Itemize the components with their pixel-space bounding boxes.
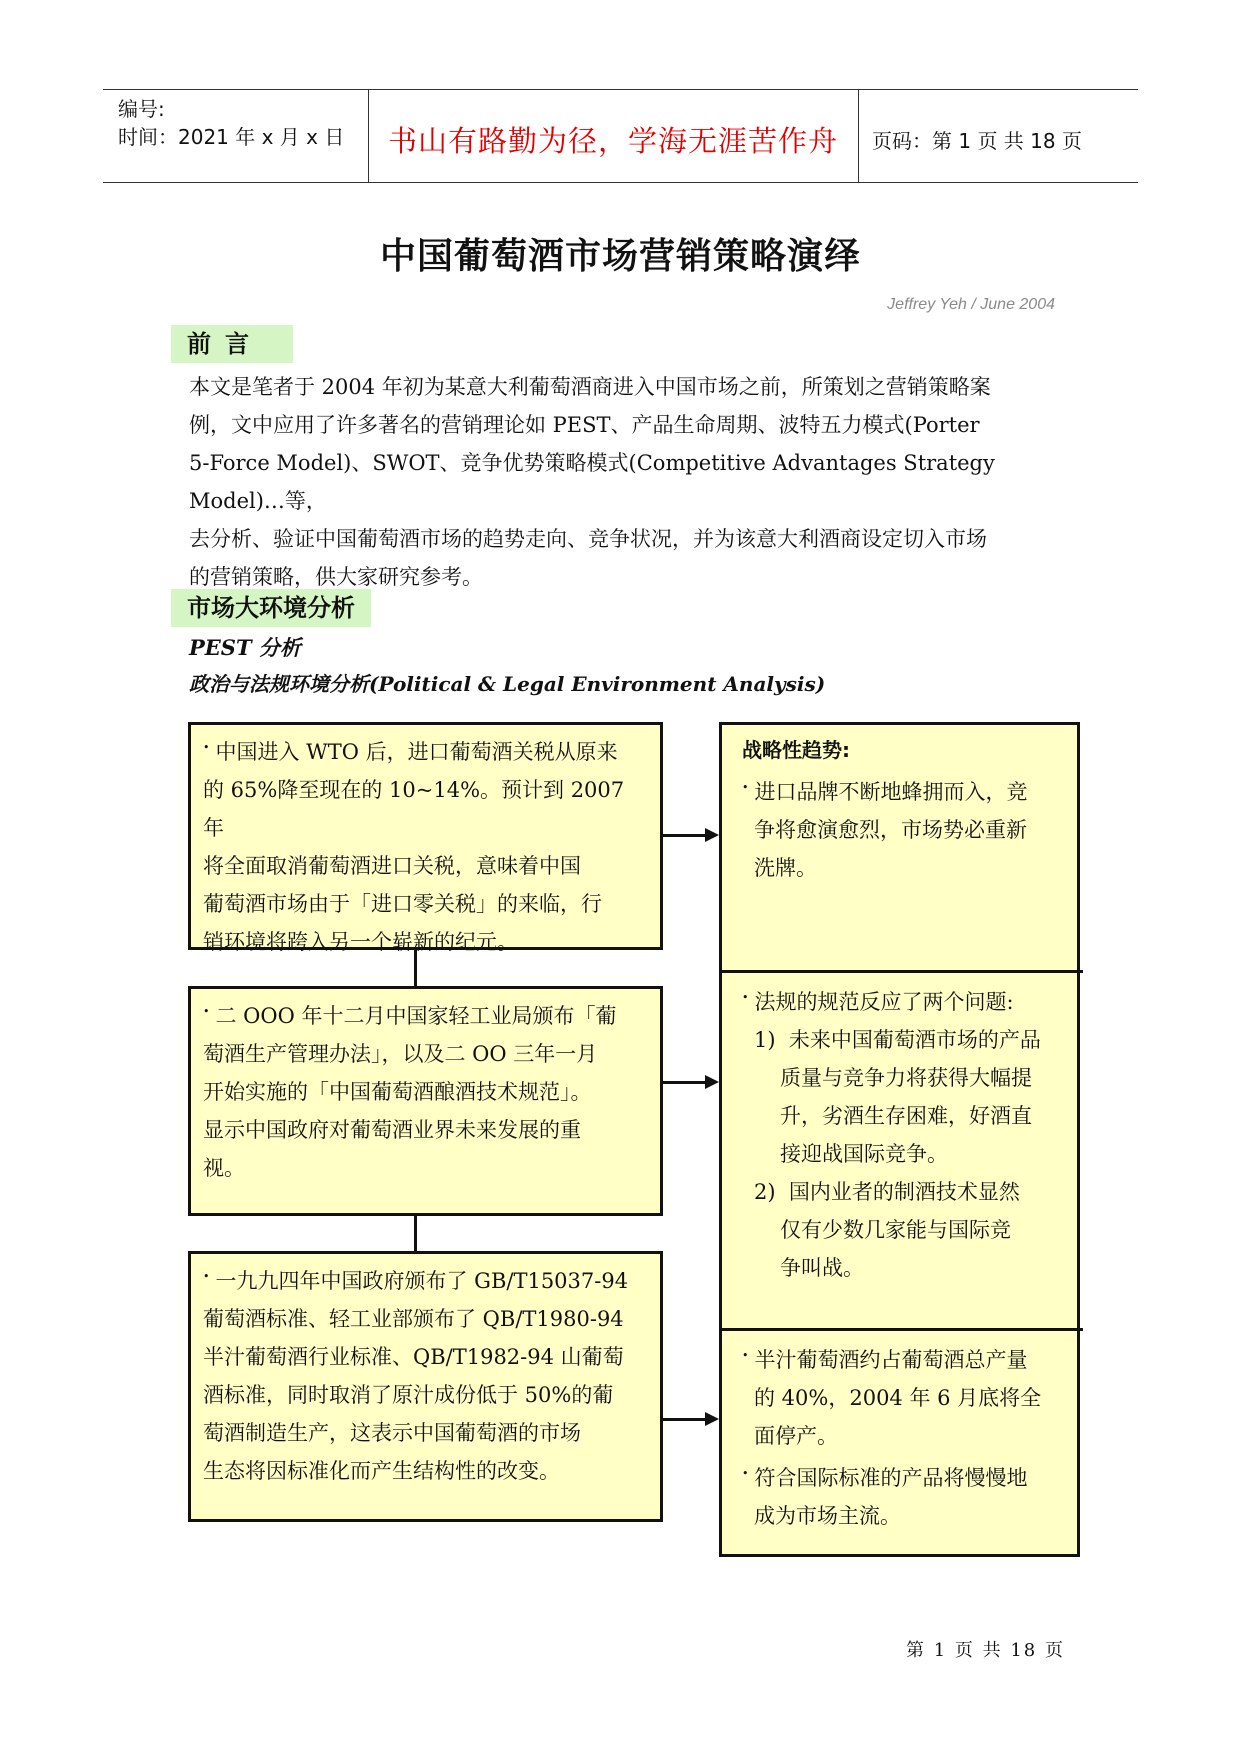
right-section-outcome bbox=[722, 1328, 1083, 1554]
outcome-line: 成为市场主流。 bbox=[754, 1504, 901, 1528]
arrow-line bbox=[663, 1081, 707, 1084]
trend-line: 洗牌。 bbox=[754, 856, 817, 880]
bullet-dot: • bbox=[203, 1270, 210, 1283]
regulation-intro: 法规的规范反应了两个问题: bbox=[754, 990, 1014, 1014]
left-box-regulation bbox=[188, 986, 663, 1216]
document-author: Jeffrey Yeh / June 2004 bbox=[887, 296, 1055, 313]
bullet-dot: • bbox=[742, 781, 749, 794]
header-top-rule bbox=[103, 89, 1138, 90]
header-motto: 书山有路勤为径，学海无涯苦作舟 bbox=[387, 124, 838, 158]
header-bottom-rule bbox=[103, 182, 1138, 183]
box-line: 萄酒制造生产，这表示中国葡萄酒的市场 bbox=[203, 1421, 581, 1445]
arrow-line bbox=[663, 1418, 707, 1421]
box-line: 将全面取消葡萄酒进口关税，意味着中国 bbox=[203, 854, 581, 878]
box-line: 二 OOO 年十二月中国家轻工业局颁布「葡 bbox=[215, 1004, 617, 1028]
regulation-line: 国内业者的制酒技术显然 bbox=[788, 1180, 1020, 1204]
bullet-dot: • bbox=[742, 1349, 749, 1362]
trend-title: 战略性趋势: bbox=[742, 738, 850, 762]
box-line: 显示中国政府对葡萄酒业界未来发展的重 bbox=[203, 1118, 581, 1142]
outcome-line: 符合国际标准的产品将慢慢地 bbox=[754, 1466, 1028, 1490]
arrow-head-icon bbox=[705, 1412, 719, 1426]
intro-line: 例，文中应用了许多著名的营销理论如 PEST、产品生命周期、波特五力模式(Porter bbox=[189, 413, 980, 437]
regulation-line: 仅有少数几家能与国际竞 bbox=[780, 1218, 1011, 1242]
regulation-item-number: 1) bbox=[754, 1028, 776, 1052]
section-heading-intro: 前言 bbox=[171, 325, 293, 363]
box-line: 酒标准，同时取消了原汁成份低于 50%的葡 bbox=[203, 1383, 614, 1407]
trend-line: 争将愈演愈烈，市场势必重新 bbox=[754, 818, 1027, 842]
regulation-item-number: 2) bbox=[754, 1180, 776, 1204]
intro-line: 5-Force Model)、SWOT、竞争优势策略模式(Competitive Advantages Strategy Model)…等， bbox=[189, 451, 995, 513]
bullet-dot: • bbox=[742, 1467, 749, 1480]
outcome-line: 半汁葡萄酒约占葡萄酒总产量 bbox=[754, 1348, 1028, 1372]
arrow-head-icon bbox=[705, 1075, 719, 1089]
regulation-line: 未来中国葡萄酒市场的产品 bbox=[788, 1028, 1041, 1052]
header-code-label: 编号: bbox=[118, 97, 165, 121]
box-line: 一九九四年中国政府颁布了 GB/T15037-94 bbox=[215, 1269, 629, 1293]
intro-line: 的营销策略，供大家研究参考。 bbox=[189, 565, 483, 589]
regulation-line: 争叫战。 bbox=[780, 1256, 864, 1280]
regulation-line: 质量与竞争力将获得大幅提 bbox=[780, 1066, 1032, 1090]
box-line: 生态将因标准化而产生结构性的改变。 bbox=[203, 1459, 560, 1483]
box-line: 中国进入 WTO 后，进口葡萄酒关税从原来 bbox=[215, 740, 618, 764]
box-line: 半汁葡萄酒行业标准、QB/T1982-94 山葡萄 bbox=[203, 1345, 624, 1369]
right-panel-strategic-trends bbox=[719, 722, 1080, 1557]
right-section-trend bbox=[722, 725, 1083, 970]
header-page-label: 页码：第 1 页 共 18 页 bbox=[872, 129, 1082, 153]
box-line: 销环境将跨入另一个崭新的纪元。 bbox=[203, 930, 518, 954]
header-time-label: 时间：2021 年 x 月 x 日 bbox=[118, 125, 345, 149]
footer-page-number: 第 1 页 共 18 页 bbox=[906, 1640, 1065, 1661]
header-divider-right bbox=[858, 89, 859, 182]
box-line: 视。 bbox=[203, 1156, 245, 1180]
intro-line: 本文是笔者于 2004 年初为某意大利葡萄酒商进入中国市场之前，所策划之营销策略案 bbox=[189, 375, 991, 399]
intro-paragraph bbox=[189, 368, 1059, 596]
document-title: 中国葡萄酒市场营销策略演绎 bbox=[379, 236, 861, 277]
box-line: 的 65%降至现在的 10~14%。预计到 2007 年 bbox=[203, 778, 625, 840]
outcome-line: 的 40%，2004 年 6 月底将全 bbox=[754, 1386, 1042, 1410]
regulation-line: 接迎战国际竞争。 bbox=[780, 1142, 948, 1166]
intro-line: 去分析、验证中国葡萄酒市场的趋势走向、竞争状况，并为该意大利酒商设定切入市场 bbox=[189, 527, 987, 551]
trend-line: 进口品牌不断地蜂拥而入，竞 bbox=[754, 780, 1028, 804]
regulation-line: 升，劣酒生存困难，好酒直 bbox=[780, 1104, 1032, 1128]
box-line: 葡萄酒标准、轻工业部颁布了 QB/T1980-94 bbox=[203, 1307, 624, 1331]
bullet-dot: • bbox=[742, 991, 749, 1004]
left-box-wto bbox=[188, 722, 663, 954]
arrow-head-icon bbox=[705, 828, 719, 842]
right-section-regulation bbox=[722, 970, 1083, 1328]
box-line: 开始实施的「中国葡萄酒酿酒技术规范」。 bbox=[203, 1080, 592, 1104]
left-box-standards bbox=[188, 1251, 663, 1522]
box-line: 葡萄酒市场由于「进口零关税」的来临，行 bbox=[203, 892, 602, 916]
arrow-line bbox=[663, 834, 707, 837]
connector-line bbox=[414, 1216, 417, 1251]
section-heading-environment: 市场大环境分析 bbox=[171, 589, 371, 627]
bullet-dot: • bbox=[203, 1005, 210, 1018]
bullet-dot: • bbox=[203, 741, 210, 754]
outcome-line: 面停产。 bbox=[754, 1424, 838, 1448]
connector-line bbox=[414, 950, 417, 986]
box-line: 萄酒生产管理办法」，以及二 OO 三年一月 bbox=[203, 1042, 598, 1066]
political-legal-heading: 政治与法规环境分析(Political & Legal Environment Analysis) bbox=[189, 672, 826, 696]
pest-heading: PEST 分析 bbox=[189, 635, 301, 660]
